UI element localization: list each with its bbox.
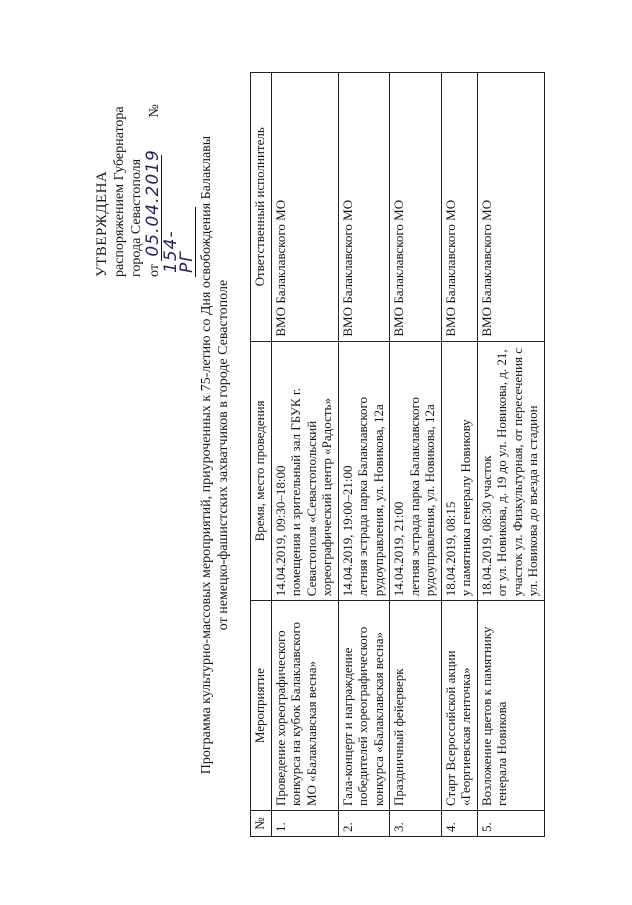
approval-date-line bbox=[145, 37, 197, 277]
approval-stamp bbox=[94, 37, 197, 277]
row-time: 18.04.2019, 08:15 bbox=[442, 501, 458, 597]
heading-line-1: Программа культурно-массовых мероприятий, приуроченных к 75-летию со Дня освобождения Балаклавы bbox=[199, 135, 214, 775]
row-event: Праздничный фейерверк bbox=[390, 601, 442, 811]
row-responsible: ВМО Балаклавского МО bbox=[271, 73, 338, 342]
number-prefix: № bbox=[147, 104, 162, 118]
row-place: летняя эстрада парка Балаклавского рудоуправления, ул. Новикова, 12а bbox=[355, 397, 386, 597]
row-number: 1. bbox=[271, 811, 338, 837]
row-responsible: ВМО Балаклавского МО bbox=[441, 73, 477, 342]
row-time-place bbox=[441, 341, 477, 601]
row-event: Старт Всероссийской акции «Георгиевская ленточка» bbox=[441, 601, 477, 811]
row-place: у памятника генералу Новикову bbox=[458, 419, 473, 597]
row-place: летняя эстрада парка Балаклавского рудоуправления, ул. Новикова, 12а bbox=[406, 397, 437, 597]
row-number: 3. bbox=[390, 811, 442, 837]
row-responsible: ВМО Балаклавского МО bbox=[338, 73, 390, 342]
header-number: № bbox=[251, 811, 272, 837]
row-responsible: ВМО Балаклавского МО bbox=[390, 73, 442, 342]
table-header-row bbox=[251, 73, 272, 837]
approval-line-1: распоряжением Губернатора bbox=[112, 106, 127, 277]
row-event: Проведение хореографического конкурса на кубок Балаклавского МО «Балаклавская весна» bbox=[271, 601, 338, 811]
table-row bbox=[441, 73, 477, 837]
row-time: 14.04.2019, 09:30–18:00 bbox=[272, 465, 288, 597]
row-time-place bbox=[390, 341, 442, 601]
approval-number: 154-РГ bbox=[163, 207, 196, 277]
heading-line-2: от немецко-фашистских захватчиков в городе Севастополе bbox=[216, 279, 231, 631]
row-time-place bbox=[338, 341, 390, 601]
row-time-place bbox=[271, 341, 338, 601]
row-number: 4. bbox=[441, 811, 477, 837]
row-event: Возложение цветов к памятнику генерала Новикова bbox=[477, 601, 544, 811]
row-time: 14.04.2019, 21:00 bbox=[391, 501, 406, 597]
date-prefix: от bbox=[147, 264, 162, 277]
header-event: Мероприятие bbox=[251, 601, 272, 811]
header-time-place: Время, место проведения bbox=[251, 341, 272, 601]
header-responsible: Ответственный исполнитель bbox=[251, 73, 272, 342]
table-row bbox=[390, 73, 442, 837]
row-responsible: ВМО Балаклавского МО bbox=[477, 73, 544, 342]
approval-line-2: города Севастополя bbox=[129, 158, 144, 277]
row-place: от ул. Новикова, д. 19 до ул. Новикова, д. 21, участок ул. Физкультурная, от пересечения с ул. Новикова до въезда на стадион bbox=[494, 347, 540, 597]
table-row bbox=[477, 73, 544, 837]
document-heading bbox=[198, 85, 232, 825]
row-time-place bbox=[477, 341, 544, 601]
row-number: 2. bbox=[338, 811, 390, 837]
row-number: 5. bbox=[477, 811, 544, 837]
table-row bbox=[338, 73, 390, 837]
row-time: 18.04.2019, 08:30 участок bbox=[478, 455, 494, 597]
approval-date: 05.04.2019 bbox=[145, 155, 162, 261]
row-place: помещения и зрительный зал ГБУК г. Севастополя «Севастопольский хореографический центр «Радость» bbox=[288, 388, 334, 597]
events-table bbox=[250, 72, 545, 837]
table-row bbox=[271, 73, 338, 837]
approval-title: УТВЕРЖДЕНА bbox=[94, 170, 110, 277]
row-event: Гала-концерт и награждение победителей хореографического конкурса «Балаклавская весна» bbox=[338, 601, 390, 811]
row-time: 14.04.2019, 19:00–21:00 bbox=[339, 465, 355, 597]
